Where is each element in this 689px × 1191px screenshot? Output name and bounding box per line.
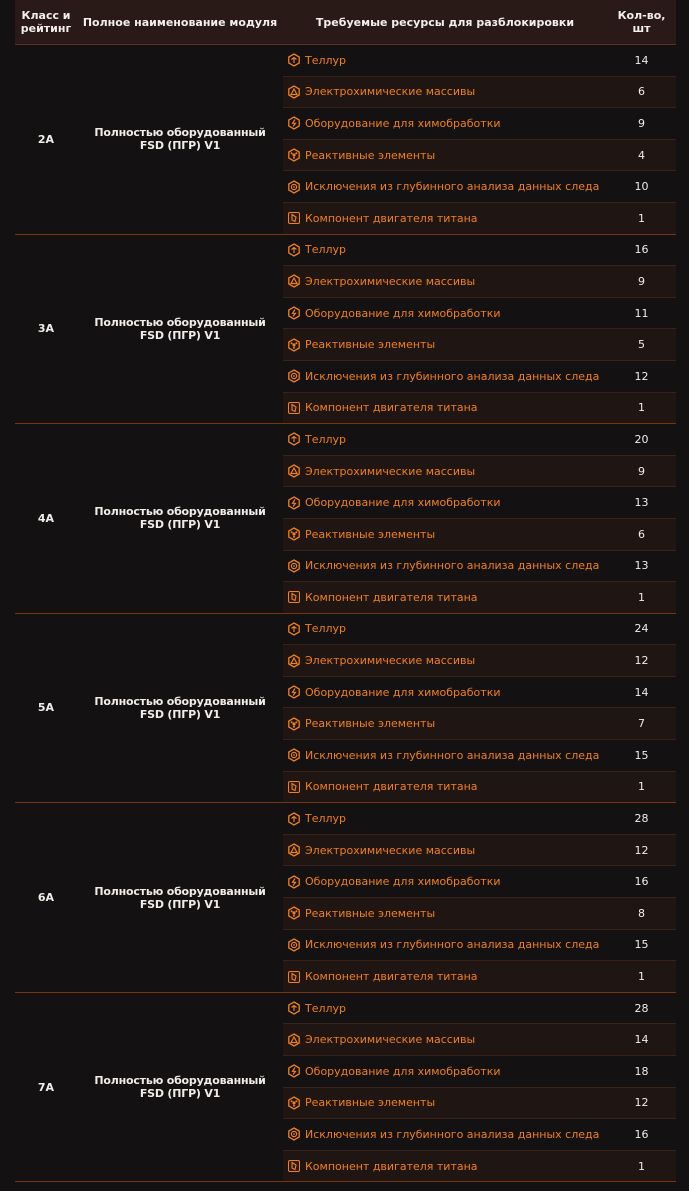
unlock-requirements-table xyxy=(15,0,676,1182)
quantity-cell: 9 xyxy=(607,266,676,298)
header-class-rating: Класс и рейтинг xyxy=(15,0,77,45)
wake-exceptions-icon xyxy=(287,938,301,952)
module-name-cell: Полностью оборудованный FSD (ПГР) V1 xyxy=(77,45,283,235)
resource-cell xyxy=(283,803,607,835)
resource-cell xyxy=(283,740,607,772)
resource-name: Электрохимические массивы xyxy=(305,843,476,857)
electrochemical-arrays-icon xyxy=(287,654,301,668)
resource-name: Оборудование для химобработки xyxy=(305,496,501,510)
quantity-cell: 12 xyxy=(607,834,676,866)
class-rating-cell: 4A xyxy=(15,424,77,614)
resource-name: Теллур xyxy=(305,53,347,67)
resource-cell xyxy=(283,1150,607,1182)
resource-name: Теллур xyxy=(305,432,347,446)
resource-name: Теллур xyxy=(305,812,347,826)
resource-cell xyxy=(283,676,607,708)
header-quantity: Кол-во, шт xyxy=(607,0,676,45)
reactive-elements-icon xyxy=(287,717,301,731)
titan-drive-component-icon xyxy=(287,401,301,415)
resource-cell xyxy=(283,234,607,266)
titan-drive-component-icon xyxy=(287,211,301,225)
quantity-cell: 15 xyxy=(607,740,676,772)
resource-cell xyxy=(283,329,607,361)
reactive-elements-icon xyxy=(287,338,301,352)
quantity-cell: 20 xyxy=(607,424,676,456)
resource-cell xyxy=(283,613,607,645)
reactive-elements-icon xyxy=(287,1096,301,1110)
class-rating-cell: 3A xyxy=(15,234,77,424)
resource-cell xyxy=(283,1087,607,1119)
titan-drive-component-icon xyxy=(287,1159,301,1173)
quantity-cell: 24 xyxy=(607,613,676,645)
quantity-cell: 14 xyxy=(607,676,676,708)
tellurium-icon xyxy=(287,1001,301,1015)
wake-exceptions-icon xyxy=(287,748,301,762)
chemical-processors-icon xyxy=(287,116,301,130)
quantity-cell: 1 xyxy=(607,582,676,614)
quantity-cell: 1 xyxy=(607,1150,676,1182)
table-row xyxy=(15,45,676,77)
module-name-cell: Полностью оборудованный FSD (ПГР) V1 xyxy=(77,803,283,993)
quantity-cell: 4 xyxy=(607,139,676,171)
resource-cell xyxy=(283,108,607,140)
header-module-name: Полное наименование модуля xyxy=(77,0,283,45)
class-rating-cell: 7A xyxy=(15,992,77,1182)
resource-name: Электрохимические массивы xyxy=(305,654,476,668)
quantity-cell: 9 xyxy=(607,108,676,140)
resource-cell xyxy=(283,1056,607,1088)
resource-name: Оборудование для химобработки xyxy=(305,1064,501,1078)
quantity-cell: 1 xyxy=(607,202,676,234)
resource-name: Реактивные элементы xyxy=(305,148,436,162)
resource-cell xyxy=(283,297,607,329)
resource-cell xyxy=(283,487,607,519)
resource-name: Компонент двигателя титана xyxy=(305,401,478,415)
quantity-cell: 1 xyxy=(607,771,676,803)
class-rating-cell: 5A xyxy=(15,613,77,803)
header-required-resources: Требуемые ресурсы для разблокировки xyxy=(283,0,607,45)
resource-cell xyxy=(283,424,607,456)
reactive-elements-icon xyxy=(287,148,301,162)
quantity-cell: 12 xyxy=(607,645,676,677)
resource-cell xyxy=(283,929,607,961)
resource-cell xyxy=(283,898,607,930)
resource-name: Электрохимические массивы xyxy=(305,464,476,478)
resource-cell xyxy=(283,550,607,582)
electrochemical-arrays-icon xyxy=(287,85,301,99)
unlock-requirements-page xyxy=(15,0,676,1182)
resource-name: Реактивные элементы xyxy=(305,906,436,920)
quantity-cell: 16 xyxy=(607,866,676,898)
quantity-cell: 9 xyxy=(607,455,676,487)
chemical-processors-icon xyxy=(287,306,301,320)
wake-exceptions-icon xyxy=(287,1127,301,1141)
resource-name: Компонент двигателя титана xyxy=(305,1159,478,1173)
resource-cell xyxy=(283,171,607,203)
reactive-elements-icon xyxy=(287,527,301,541)
resource-name: Оборудование для химобработки xyxy=(305,685,501,699)
class-rating-cell: 2A xyxy=(15,45,77,235)
resource-cell xyxy=(283,582,607,614)
resource-name: Оборудование для химобработки xyxy=(305,875,501,889)
resource-cell xyxy=(283,360,607,392)
chemical-processors-icon xyxy=(287,875,301,889)
resource-cell xyxy=(283,202,607,234)
reactive-elements-icon xyxy=(287,906,301,920)
resource-cell xyxy=(283,771,607,803)
resource-name: Исключения из глубинного анализа данных следа xyxy=(305,748,600,762)
resource-cell xyxy=(283,518,607,550)
resource-cell xyxy=(283,45,607,77)
quantity-cell: 12 xyxy=(607,360,676,392)
table-row xyxy=(15,234,676,266)
module-name-cell: Полностью оборудованный FSD (ПГР) V1 xyxy=(77,424,283,614)
table-body xyxy=(15,45,676,1182)
resource-name: Реактивные элементы xyxy=(305,717,436,731)
quantity-cell: 12 xyxy=(607,1087,676,1119)
tellurium-icon xyxy=(287,432,301,446)
quantity-cell: 1 xyxy=(607,961,676,993)
quantity-cell: 5 xyxy=(607,329,676,361)
resource-cell xyxy=(283,1119,607,1151)
resource-cell xyxy=(283,961,607,993)
resource-name: Электрохимические массивы xyxy=(305,274,476,288)
quantity-cell: 1 xyxy=(607,392,676,424)
resource-cell xyxy=(283,708,607,740)
module-name-cell: Полностью оборудованный FSD (ПГР) V1 xyxy=(77,234,283,424)
quantity-cell: 13 xyxy=(607,487,676,519)
titan-drive-component-icon xyxy=(287,970,301,984)
quantity-cell: 14 xyxy=(607,1024,676,1056)
quantity-cell: 6 xyxy=(607,76,676,108)
resource-name: Теллур xyxy=(305,622,347,636)
quantity-cell: 14 xyxy=(607,45,676,77)
resource-name: Исключения из глубинного анализа данных следа xyxy=(305,938,600,952)
chemical-processors-icon xyxy=(287,1064,301,1078)
resource-cell xyxy=(283,992,607,1024)
electrochemical-arrays-icon xyxy=(287,464,301,478)
resource-name: Электрохимические массивы xyxy=(305,1033,476,1047)
class-rating-cell: 6A xyxy=(15,803,77,993)
electrochemical-arrays-icon xyxy=(287,843,301,857)
titan-drive-component-icon xyxy=(287,780,301,794)
resource-name: Электрохимические массивы xyxy=(305,85,476,99)
table-row xyxy=(15,613,676,645)
resource-cell xyxy=(283,139,607,171)
wake-exceptions-icon xyxy=(287,180,301,194)
resource-name: Оборудование для химобработки xyxy=(305,306,501,320)
titan-drive-component-icon xyxy=(287,590,301,604)
quantity-cell: 13 xyxy=(607,550,676,582)
quantity-cell: 6 xyxy=(607,518,676,550)
quantity-cell: 15 xyxy=(607,929,676,961)
resource-cell xyxy=(283,455,607,487)
resource-cell xyxy=(283,392,607,424)
electrochemical-arrays-icon xyxy=(287,1033,301,1047)
resource-name: Исключения из глубинного анализа данных следа xyxy=(305,1127,600,1141)
quantity-cell: 28 xyxy=(607,992,676,1024)
table-header-row xyxy=(15,0,676,45)
resource-name: Компонент двигателя титана xyxy=(305,970,478,984)
resource-name: Исключения из глубинного анализа данных следа xyxy=(305,369,600,383)
resource-cell xyxy=(283,834,607,866)
quantity-cell: 18 xyxy=(607,1056,676,1088)
resource-cell xyxy=(283,76,607,108)
quantity-cell: 16 xyxy=(607,234,676,266)
tellurium-icon xyxy=(287,622,301,636)
chemical-processors-icon xyxy=(287,496,301,510)
resource-cell xyxy=(283,1024,607,1056)
resource-name: Исключения из глубинного анализа данных следа xyxy=(305,559,600,573)
resource-name: Исключения из глубинного анализа данных следа xyxy=(305,180,600,194)
quantity-cell: 10 xyxy=(607,171,676,203)
resource-name: Компонент двигателя титана xyxy=(305,590,478,604)
table-row xyxy=(15,803,676,835)
module-name-cell: Полностью оборудованный FSD (ПГР) V1 xyxy=(77,992,283,1182)
resource-cell xyxy=(283,266,607,298)
quantity-cell: 11 xyxy=(607,297,676,329)
tellurium-icon xyxy=(287,812,301,826)
tellurium-icon xyxy=(287,243,301,257)
quantity-cell: 28 xyxy=(607,803,676,835)
resource-name: Реактивные элементы xyxy=(305,527,436,541)
electrochemical-arrays-icon xyxy=(287,274,301,288)
resource-name: Реактивные элементы xyxy=(305,1096,436,1110)
quantity-cell: 8 xyxy=(607,898,676,930)
resource-cell xyxy=(283,866,607,898)
module-name-cell: Полностью оборудованный FSD (ПГР) V1 xyxy=(77,613,283,803)
resource-name: Оборудование для химобработки xyxy=(305,116,501,130)
wake-exceptions-icon xyxy=(287,559,301,573)
table-row xyxy=(15,424,676,456)
quantity-cell: 7 xyxy=(607,708,676,740)
resource-name: Компонент двигателя титана xyxy=(305,211,478,225)
wake-exceptions-icon xyxy=(287,369,301,383)
resource-name: Теллур xyxy=(305,243,347,257)
chemical-processors-icon xyxy=(287,685,301,699)
table-row xyxy=(15,992,676,1024)
quantity-cell: 16 xyxy=(607,1119,676,1151)
resource-name: Компонент двигателя титана xyxy=(305,780,478,794)
resource-name: Реактивные элементы xyxy=(305,338,436,352)
resource-cell xyxy=(283,645,607,677)
tellurium-icon xyxy=(287,53,301,67)
resource-name: Теллур xyxy=(305,1001,347,1015)
